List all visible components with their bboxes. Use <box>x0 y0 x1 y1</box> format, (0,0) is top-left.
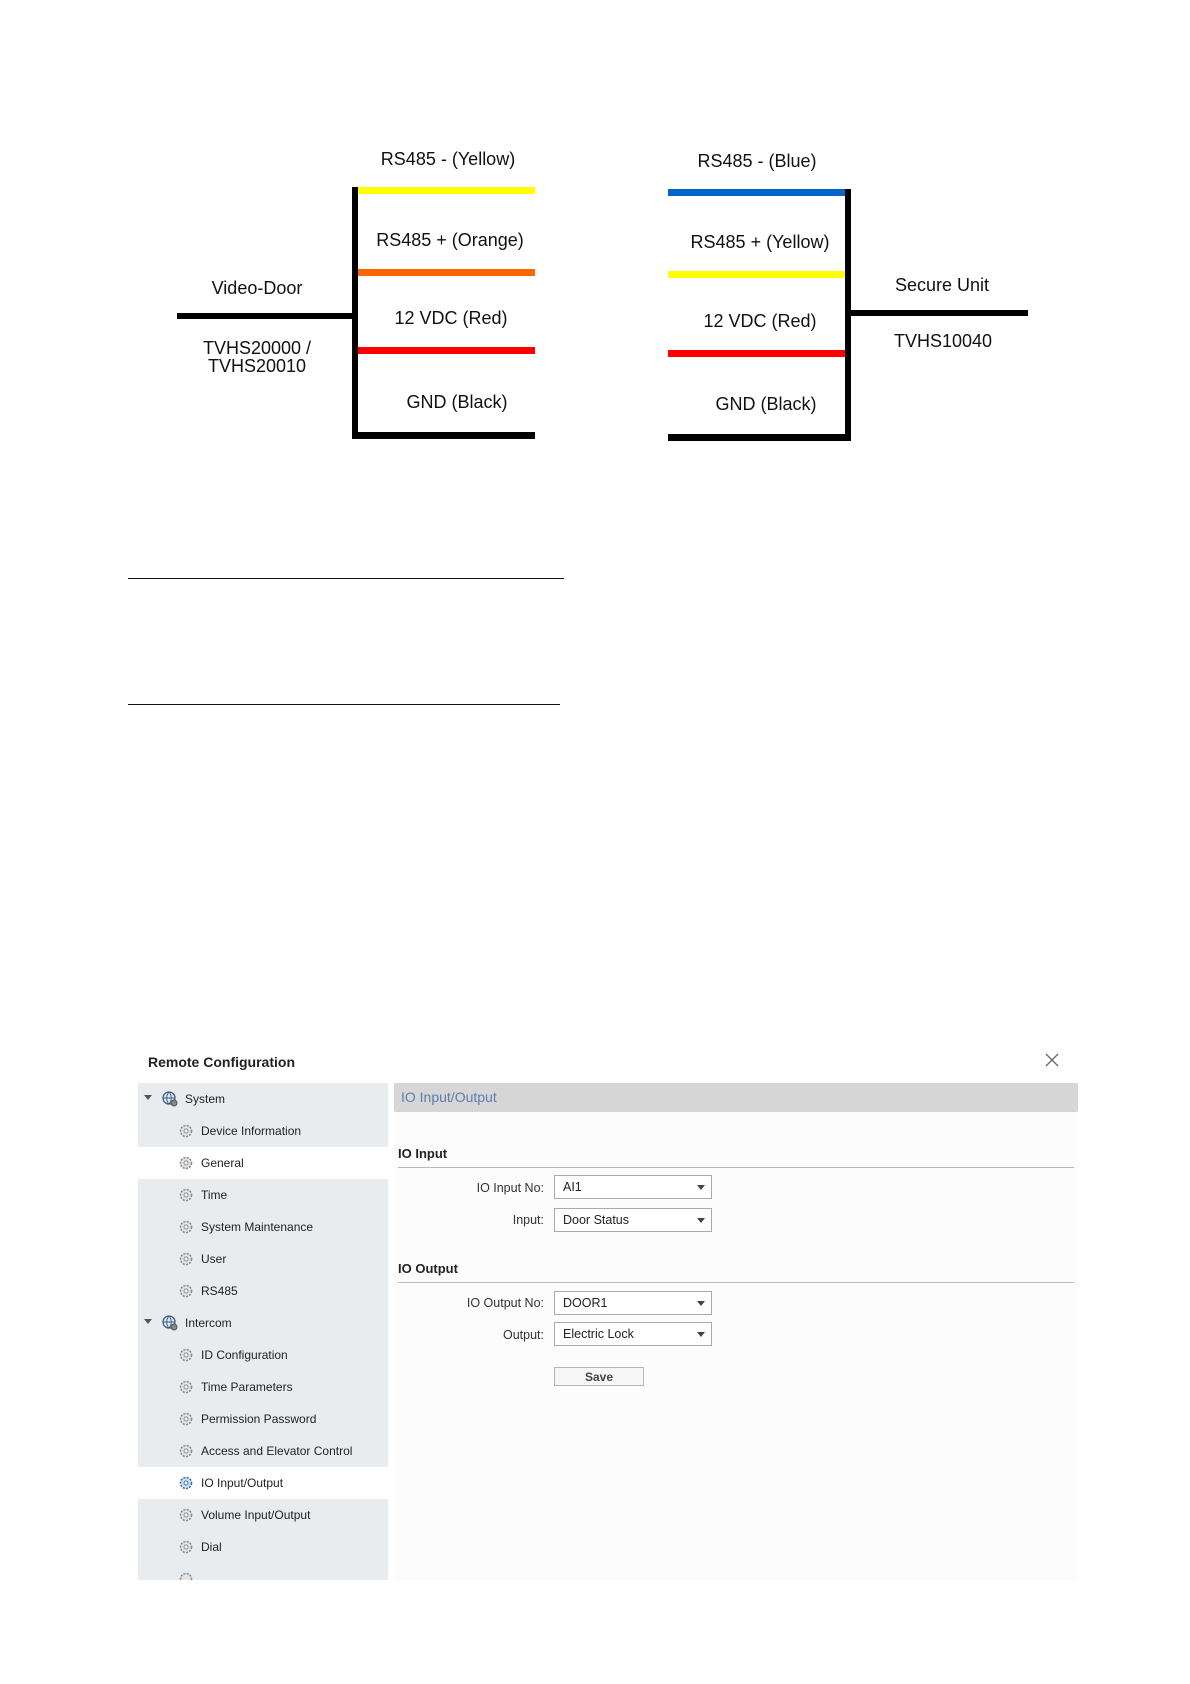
close-icon[interactable] <box>1044 1052 1060 1068</box>
sidebar-item-label: Permission Password <box>201 1412 317 1426</box>
sidebar-item-general[interactable] <box>138 1147 388 1179</box>
panel-header <box>394 1083 1078 1112</box>
left-device-model-1: TVHS20000 / <box>202 338 312 358</box>
right-wire-4 <box>668 434 845 441</box>
sidebar-item-label: ID Configuration <box>201 1348 288 1362</box>
main-panel <box>394 1083 1078 1580</box>
sidebar-item-label: General <box>201 1156 244 1170</box>
panel-header-title: IO Input/Output <box>401 1089 497 1105</box>
right-device-lead <box>848 310 1028 316</box>
sidebar-item-volume-input-output[interactable] <box>138 1499 388 1531</box>
left-wire-1 <box>358 187 535 194</box>
gear-icon <box>178 1539 194 1555</box>
gear-icon <box>178 1507 194 1523</box>
right-wire-1 <box>668 189 845 196</box>
gear-icon <box>178 1155 194 1171</box>
output-label: Output: <box>503 1328 544 1342</box>
sidebar-item-system-maintenance[interactable] <box>138 1211 388 1243</box>
sidebar-item-label: Time <box>201 1188 228 1202</box>
sidebar-tree <box>138 1083 388 1580</box>
sidebar-item-label: IO Input/Output <box>201 1476 284 1490</box>
gear-icon <box>178 1283 194 1299</box>
io-input-no-select[interactable] <box>554 1175 712 1199</box>
left-wire-3 <box>358 347 535 354</box>
gear-icon <box>178 1475 194 1491</box>
select-value: Electric Lock <box>563 1327 634 1341</box>
tree-group-label: System <box>185 1092 226 1106</box>
left-device-lead <box>177 313 355 319</box>
gear-icon <box>178 1123 194 1139</box>
left-wire-1-label: RS485 - (Yellow) <box>380 149 516 169</box>
select-value: Door Status <box>563 1213 630 1227</box>
sidebar-item-dial[interactable] <box>138 1531 388 1563</box>
gear-icon <box>178 1219 194 1235</box>
separator-rule-2 <box>128 704 560 705</box>
tree-group-intercom[interactable] <box>138 1307 388 1339</box>
sidebar-item-label: System Maintenance <box>201 1220 314 1234</box>
right-wire-2-label: RS485 + (Yellow) <box>690 232 830 252</box>
sidebar-item-cutoff[interactable] <box>138 1563 388 1580</box>
globe-gear-icon <box>162 1315 178 1331</box>
left-wire-3-label: 12 VDC (Red) <box>394 308 508 328</box>
sidebar-item-user[interactable] <box>138 1243 388 1275</box>
section-divider <box>398 1167 1074 1168</box>
gear-icon <box>178 1379 194 1395</box>
chevron-down-icon[interactable] <box>697 1332 705 1337</box>
input-select[interactable] <box>554 1208 712 1232</box>
chevron-down-icon[interactable] <box>697 1301 705 1306</box>
io-output-no-label: IO Output No: <box>466 1296 544 1310</box>
right-device-model: TVHS10040 <box>893 331 993 351</box>
select-value: AI1 <box>563 1180 582 1194</box>
gear-icon <box>178 1443 194 1459</box>
tree-group-system[interactable] <box>138 1083 388 1115</box>
left-device-model-2: TVHS20010 <box>207 356 307 376</box>
gear-icon <box>178 1571 194 1580</box>
right-wire-1-label: RS485 - (Blue) <box>697 151 817 171</box>
sidebar-item-id-configuration[interactable] <box>138 1339 388 1371</box>
sidebar-item-label: Device Information <box>201 1124 302 1138</box>
output-select[interactable] <box>554 1322 712 1346</box>
sidebar-item-label: Time Parameters <box>201 1380 293 1394</box>
sidebar-item-label: User <box>201 1252 227 1266</box>
left-wire-2-label: RS485 + (Orange) <box>376 230 524 250</box>
section-io-output: IO Output <box>398 1261 458 1276</box>
sidebar-item-io-input-output[interactable] <box>138 1467 388 1499</box>
left-wire-2 <box>358 269 535 276</box>
right-device-name: Secure Unit <box>894 275 990 295</box>
separator-rule-1 <box>128 578 564 579</box>
sidebar-item-time-parameters[interactable] <box>138 1371 388 1403</box>
expand-arrow-icon[interactable] <box>144 1319 152 1324</box>
section-io-input: IO Input <box>398 1146 448 1161</box>
save-button[interactable]: Save <box>554 1367 644 1386</box>
right-wire-2 <box>668 271 845 278</box>
tree-group-label: Intercom <box>185 1316 232 1330</box>
right-wire-4-label: GND (Black) <box>715 394 817 414</box>
sidebar-item-label: Access and Elevator Control <box>201 1444 353 1458</box>
gear-icon <box>178 1187 194 1203</box>
io-input-no-label: IO Input No: <box>476 1181 544 1195</box>
gear-icon <box>178 1347 194 1363</box>
chevron-down-icon[interactable] <box>697 1218 705 1223</box>
left-wire-4-label: GND (Black) <box>406 392 508 412</box>
window-title: Remote Configuration <box>148 1054 295 1070</box>
wiring-diagram <box>0 0 1190 520</box>
expand-arrow-icon[interactable] <box>144 1095 152 1100</box>
right-wire-3 <box>668 350 845 357</box>
left-device-name: Video-Door <box>211 278 303 298</box>
io-output-no-select[interactable] <box>554 1291 712 1315</box>
sidebar-item-label: RS485 <box>201 1284 238 1298</box>
sidebar-item-label: Volume Input/Output <box>201 1508 311 1522</box>
sidebar-item-device-information[interactable] <box>138 1115 388 1147</box>
sidebar-item-permission-password[interactable] <box>138 1403 388 1435</box>
sidebar-item-label: Dial <box>201 1540 222 1554</box>
remote-configuration-window <box>138 1040 1078 1580</box>
right-wire-3-label: 12 VDC (Red) <box>703 311 817 331</box>
sidebar-item-time[interactable] <box>138 1179 388 1211</box>
section-divider <box>398 1282 1074 1283</box>
sidebar-item-rs485[interactable] <box>138 1275 388 1307</box>
select-value: DOOR1 <box>563 1296 608 1310</box>
globe-gear-icon <box>162 1091 178 1107</box>
input-label: Input: <box>512 1213 544 1227</box>
gear-icon <box>178 1251 194 1267</box>
chevron-down-icon[interactable] <box>697 1185 705 1190</box>
gear-icon <box>178 1411 194 1427</box>
left-wire-4 <box>358 432 535 439</box>
sidebar-item-access-elevator-control[interactable] <box>138 1435 388 1467</box>
